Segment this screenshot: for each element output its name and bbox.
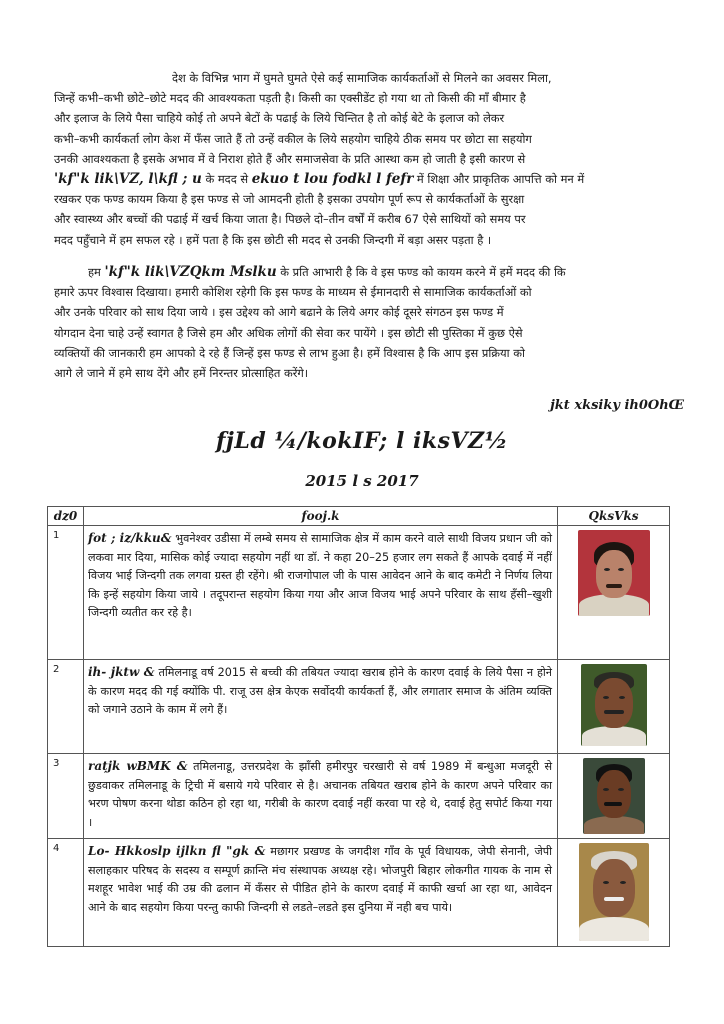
row-description: [84, 839, 558, 947]
text-line: उनकी आवश्यकता है इसके अभाव में वे निराश होते हैं और समाजसेवा के प्रति आस्था कम हो जाती है इसी कारण से: [54, 151, 526, 166]
table-row: [48, 660, 670, 754]
text-line: मदद पहुँचाने में हम सफल रहे । हमें पता है कि इस छोटी सी मदद से उनकी जिन्दगी में बड़ा असर पड़ता है ।: [54, 232, 492, 247]
text-line: व्यक्तियों की जानकारी हम आपको दे रहे हैं जिन्हें इस फण्ड से लाभ हुआ है। हमें विश्वास है कि आप इस प्रक्रिया को: [54, 345, 525, 360]
row-text: तमिलनाडू, उत्तरप्रदेश के झाँसी हमीरपुर चरखारी से वर्ष 1989 में बन्धुआ मजदूरी से छुडवाकर तमिलनाडू के ट्रिची में बसाये गये परिवार से है। अचानक तबियत खराब होने के कारण अपने परिवार का भरण पोषण करना थोडा कठिन हो रहा था, गरीबी के कारण दवाई नहीं करवा पा रहे थे, दवाई हेतु सपोर्ट किया गया ।: [88, 760, 553, 829]
text-line: रखकर एक फण्ड कायम किया है इस फण्ड से जो आमदनी होती है इसका उपयोग पूर्ण रूप से कार्यकर्ताओं के सुरक्षा: [54, 192, 525, 207]
row-photo-cell: [558, 526, 670, 660]
person-photo: [583, 758, 645, 834]
text-line-with-names: [54, 169, 684, 189]
text-fragment: के मदद से: [201, 172, 252, 187]
text-line: जिन्हें कभी–कभी छोटे–छोटे मदद की आवश्यकता पड़ती है। किसी का एक्सीडेंट हो गया था तो किसी की माँ बीमार है: [54, 91, 526, 106]
text-fragment: हम: [88, 265, 105, 279]
person-photo: [578, 530, 650, 616]
text-line: आगे ले जाने में हमे साथ देंगे और हमें निरन्तर प्रोत्साहित करेंगे।: [54, 366, 309, 381]
row-number: 4: [48, 839, 84, 947]
intro-paragraph-1: [54, 68, 684, 250]
intro-paragraph-2: [54, 262, 684, 383]
person-photo: [581, 664, 647, 746]
column-header-photo: QksVks: [558, 507, 670, 526]
row-photo-cell: [558, 660, 670, 754]
person-name: Lo- Hkkoslp ijlkn fl "gk &: [88, 844, 266, 858]
foundation-name: 'kf"k lik\VZQkm Mslku: [104, 264, 277, 280]
table-row: [48, 839, 670, 947]
text-line: योगदान देना चाहे उन्हें स्वागत है जिसे हम और अधिक लोगों की सेवा कर पायेंगे । इस छोटी सी पुस्तिका में कुछ ऐसे: [54, 325, 523, 340]
row-text: भुवनेश्वर उडीसा में लम्बे समय से सामाजिक क्षेत्र में काम करने वाले साथी विजय प्रधान जी को लकवा मार दिया, मासिक कोई ज्यादा सहयोग नहीं था डॉ. ने कहा 20–25 हजार लग सकते हैं आपके दवाई में नहीं विजय भाई जिन्दगी तक लगवा ग्रस्त ही रहेंगे। श्री राजगोपाल जी के पास आवेदन आने के बाद कमेटी ने निर्णय लिया कि इन्हें सहयोग किया जाये । तदूपरान्त सहयोग किया गया और आज विजय भाई अपने परिवार के साथ हँसी–खुशी जिन्दगी व्यतीत कर रहे है।: [88, 532, 552, 620]
text-fragment: के प्रति आभारी है कि वे इस फण्ड को कायम करने में हमें मदद की कि: [276, 265, 566, 279]
row-text: मछागर प्रखण्ड के जगदीश गॉंव के पूर्व विधायक, जेपी सेनानी, जेपी सलाहकार परिषद के सदस्य व सम्पूर्ण क्रान्ति मंच संस्थापक अध्यक्ष रहे। भोजपुरी बिहार लोकगीत गायक के नाम से मशहूर भावेश भाई की उम्र की ढलान में कॅंसर से पीडित होने के कारण दवाई में काफी खर्चा आ रहा था, आवेदन आने के बाद सहयोग किया परन्तु काफी जिन्दगी से लडते–लडते इस दुनिया में नही बच पाये।: [88, 845, 553, 914]
row-photo-cell: [558, 754, 670, 839]
text-line: देश के विभिन्न भाग में घुमते घुमते ऐसे कई सामाजिक कार्यकर्ताओं से मिलने का अवसर मिला,: [172, 71, 552, 85]
row-description: [84, 754, 558, 839]
person-name: rațjk wBMK &: [88, 759, 188, 773]
row-description: [84, 526, 558, 660]
person-photo: [579, 843, 649, 941]
column-header-description: fooj.k: [84, 507, 558, 526]
foundation-name: 'kf"k lik\VZ, l\kfl ; u: [54, 171, 202, 188]
text-line: हमारे ऊपर विश्वास दिखाया। हमारी कोशिश रहेगी कि इस फण्ड के माध्यम से ईमानदारी से सामाजिक कार्यकर्ताओं को: [54, 285, 532, 300]
row-number: 1: [48, 526, 84, 660]
table-header-row: [48, 507, 670, 526]
beneficiary-table: [47, 506, 670, 947]
year-range: 2015 l s 2017: [305, 472, 419, 490]
text-line: और इलाज के लिये पैसा चाहिये कोई तो अपने बेटों के पढाई के लिये चिन्तित है तो कोई बेटे के इलाज को लेकर: [54, 111, 505, 126]
row-photo-cell: [558, 839, 670, 947]
column-header-number: dz0: [48, 507, 84, 526]
table-row: [48, 754, 670, 839]
text-line: और उनके परिवार को साथ दिया जाये । इस उद्देश्य को आगे बढाने के लिये अगर कोई दूसरे संगठन इस फण्ड में: [54, 305, 504, 320]
person-name: fot ; iz/kku&: [88, 531, 172, 545]
organization-name: ekuo t lou fodkl l fefr: [251, 171, 414, 188]
section-heading: fjLd ¼/kokIF; l iksVZ½: [215, 428, 509, 454]
person-name: ih- jktw &: [88, 665, 155, 679]
row-text: तमिलनाडू वर्ष 2015 से बच्ची की तबियत ज्यादा खराब होने के कारण दवाई के लिये पैसा न होने के कारण मदद की गई क्योंकि पी. राजू उस क्षेत्र केएक सर्वोदयी कार्यकर्ता हैं, और लगातार समाज के अंतिम व्यक्ति को जगाने उठाने के काम में लगे हैं।: [88, 666, 552, 717]
text-line: कभी–कभी कार्यकर्ता लोग केश में फँस जाते हैं तो उन्हें वकील के लिये सहयोग चाहिये ठीक समय पर छोटा सा सहयोग: [54, 131, 532, 146]
text-line-with-names: [54, 262, 684, 282]
row-number: 3: [48, 754, 84, 839]
text-line: और स्वास्थ्य और बच्चों की पढाई में खर्च किया जाता है। पिछले दो–तीन वर्षों में करीब 67 ऐसे साथियों को समय पर: [54, 212, 526, 227]
table-row: [48, 526, 670, 660]
text-fragment: में शिक्षा और प्राकृतिक आपत्ति को मन में: [413, 172, 585, 187]
signature-name: jkt xksiky ih0OhŒ: [550, 398, 684, 413]
row-number: 2: [48, 660, 84, 754]
row-description: [84, 660, 558, 754]
